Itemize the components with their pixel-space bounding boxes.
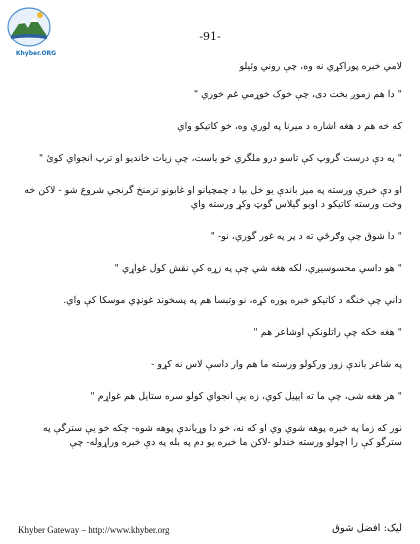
footer-author: ليک: افضل شوق (332, 523, 402, 534)
paragraph: " دا هم زموږ بخت دی، چې خوک خوړمي غم خوري " (193, 89, 402, 100)
page-body (18, 60, 402, 468)
paragraph: او دې خبرې ورسته په ميز باندې يو خل بيا د چمچيانو او غابونو ترمنخ گرنجي شروع شو - لاکن خه وخت ورسته کاتيکو د اوبو گيلاس گوټ وکړ ورسته واي (24, 185, 402, 210)
paragraph: " هو داسي محسوسيږي، لکه هغه شي چې په زړه کې نقش کول غواړي " (114, 263, 402, 274)
paragraph: " دا شوق چې وګرځي ته د پر په غور گوري، نو- " (210, 231, 402, 242)
paragraph: لامي خبره پوراکړي نه وه، چې روني وئيلو (239, 61, 402, 72)
footer-source: Khyber Gateway – http://www.khyber.org (18, 525, 170, 535)
paragraph: " په دې درست گروپ کې تاسو درو ملگري خو ياست، چې زيات خانديو او ترپ انجواي کوئ " (38, 153, 402, 164)
paragraph: " هغه خکه چې راتلونکې اوشاعر هم " (253, 327, 402, 338)
paragraph: نور که زما په خبره پوهه شوي وي او که نه، خو دا وړباندې پوهه شوه- چکه خو يې سترگې په سترگو کې را اچولو ورسته خندلو -لاکن ما خبره يو دم په بله په دې خبره وراړوله- چې (42, 423, 402, 448)
logo-label: Khyber.ORG (15, 50, 57, 57)
page-number: -91- (199, 30, 221, 43)
paragraph: " هر هغه شی، چې ما ته ايپيل کوي، زه يې انجواي کولو سره ستايل هم غواړم " (90, 391, 402, 402)
paragraph: که خه هم د هغه اشاره د ميرنا په لوري وه، خو کاتيکو واي (177, 121, 402, 132)
paragraph: داني چې خنگه د کاتيکو خبره پوره کړه، نو وتبسا هم په پسخوند غونډي موسکا کې واي. (63, 295, 402, 306)
paragraph: په شاعر باندې زور ورکولو ورسته ما هم وار داسې لاس نه کړو - (151, 359, 402, 370)
